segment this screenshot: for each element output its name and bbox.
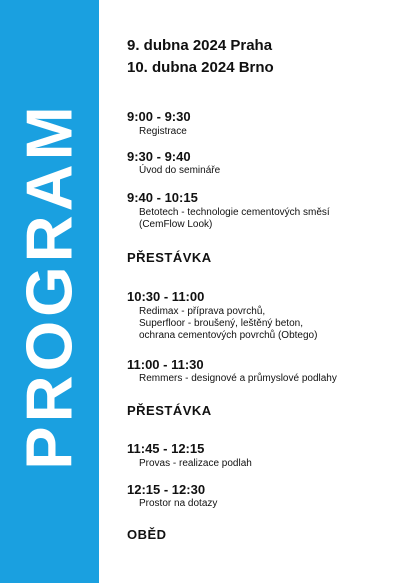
schedule-desc: Úvod do semináře [139,165,221,176]
schedule-time: 9:30 - 9:40 [127,149,191,164]
schedule-time: 12:15 - 12:30 [127,482,206,497]
date-brno: 10. dubna 2024 Brno [127,59,274,76]
schedule-time: 11:00 - 11:30 [127,357,204,372]
schedule-desc: Redimax - příprava povrchů, [139,306,266,317]
schedule-desc: Superfloor - broušený, leštěný beton, [139,318,303,329]
schedule-desc: Remmers - designové a průmyslové podlahy [139,373,337,384]
break-label: PŘESTÁVKA [127,250,212,265]
lunch-label: OBĚD [127,527,167,542]
schedule-desc: Betotech - technologie cementových směsí [139,207,330,218]
schedule-desc: Registrace [139,126,187,137]
schedule-desc: (CemFlow Look) [139,219,213,230]
break-label: PŘESTÁVKA [127,403,212,418]
schedule-time: 10:30 - 11:00 [127,289,205,304]
date-prague: 9. dubna 2024 Praha [127,37,273,54]
schedule-time: 9:40 - 10:15 [127,190,198,205]
schedule-desc: ochrana cementových povrchů (Obtego) [139,330,318,341]
program-title: PROGRAM [12,102,86,470]
schedule-time: 11:45 - 12:15 [127,441,205,456]
schedule-desc: Prostor na dotazy [139,498,218,509]
schedule-time: 9:00 - 9:30 [127,109,191,124]
schedule-desc: Provas - realizace podlah [139,458,252,469]
sidebar-band [0,0,99,583]
